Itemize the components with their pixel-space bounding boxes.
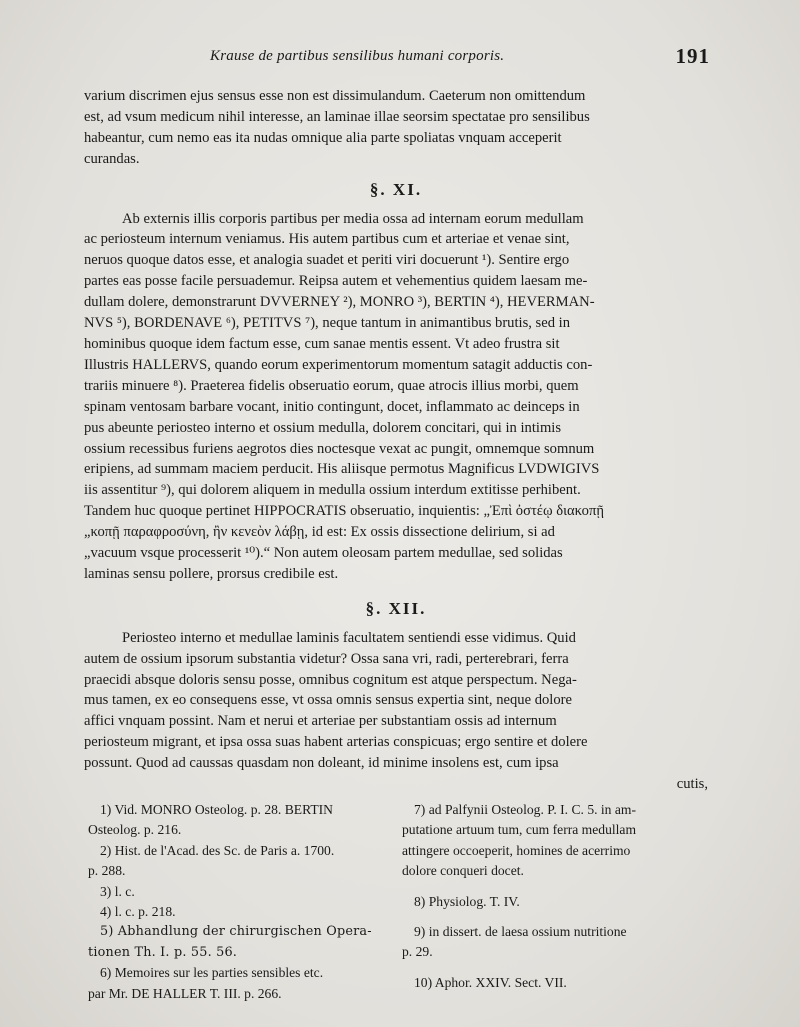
footnote-line: dolore conqueri docet. (402, 863, 524, 879)
text-line: Tandem huc quoque pertinet HIPPOCRATIS obseruatio, inquientis: „Ἐπὶ ὀστέῳ διακοπῇ (84, 503, 604, 520)
text-line: spinam ventosam barbare vocant, initio contingunt, docet, inflammato ac deinceps in (84, 398, 580, 415)
intro-paragraph (84, 86, 708, 170)
text-line: curandas. (84, 150, 140, 167)
text-line: Illustris HALLERVS, quando eorum experimentorum momentum satagit adductis con- (84, 356, 593, 373)
section-heading-xii: §. XII. (365, 598, 427, 618)
text-line: Periosteo interno et medullae laminis facultatem sentiendi esse vidimus. Quid (122, 629, 576, 646)
text-line: hominibus quoque idem factum esse, cum sanae mentis essent. Vt adeo frustra sit (84, 335, 560, 352)
text-line: eripiens, ad summam maciem perducit. His aliisque permotus Magnificus LVDWIGIVS (84, 461, 600, 478)
text-line: dullam dolere, demonstrarunt DVVERNEY ²), MONRO ³), BERTIN ⁴), HEVERMAN- (84, 294, 595, 311)
footnote-line: attingere occoeperit, homines de acerrimo (402, 842, 631, 858)
text-line: trariis minuere ⁸). Praeterea fidelis obseruatio eorum, quae atrocis illius morbi, quem (84, 377, 579, 394)
footnote-line: 1) Vid. MONRO Osteolog. p. 28. BERTIN (100, 802, 333, 817)
footnote-line: 10) Aphor. XXIV. Sect. VII. (414, 974, 567, 990)
running-head-title: Krause de partibus sensilibus humani corporis. (210, 48, 505, 64)
footnote-line: 7) ad Palfynii Osteolog. P. I. C. 5. in am- (414, 802, 637, 817)
text-line: est, ad vsum medicum nihil interesse, an laminae illae seorsim spectatae pro sensilibus (84, 108, 590, 125)
footnote-line: putatione artuum tum, cum ferra medullam (402, 822, 637, 838)
running-head (80, 44, 710, 72)
footnote-line: 5) Abhandlung der chirurgischen Opera- (100, 924, 372, 940)
page-number: 191 (675, 44, 710, 68)
footnote-line: 2) Hist. de l'Acad. des Sc. de Paris a. 1700. (100, 842, 335, 858)
footnote-line: par Mr. DE HALLER T. III. p. 266. (88, 985, 282, 1001)
main-text (84, 86, 708, 795)
footnote-line: Osteolog. p. 216. (88, 822, 182, 838)
footnotes-left-column (88, 800, 388, 1004)
text-line: laminas sensu pollere, prorsus credibile est. (84, 565, 339, 582)
footnotes-right-column (402, 800, 708, 993)
text-line: affici vnquam possint. Nam et nerui et arteriae per substantiam ossis ad internum (84, 713, 557, 730)
section-xi-paragraph (84, 209, 708, 585)
footnote-line: 6) Memoires sur les parties sensibles etc. (100, 965, 324, 981)
text-line: praecidi absque doloris sensu posse, omnibus cognitum est atque perspectum. Nega- (84, 671, 577, 688)
footnote-line: p. 29. (402, 944, 433, 960)
section-xii-paragraph (84, 628, 708, 795)
text-line: autem de ossium ipsorum substantia videtur? Ossa sana vri, radi, perterebrari, ferra (84, 650, 569, 667)
text-line: habeantur, cum nemo eas ita nudas omnique alia parte spoliatas vnquam acceperit (84, 129, 562, 146)
text-line: varium discrimen ejus sensus esse non est dissimulandum. Caeterum non omittendum (84, 88, 586, 104)
footnote-line: 9) in dissert. de laesa ossium nutritione (414, 924, 627, 940)
text-line: ac periosteum internum veniamus. His autem partibus cum et arteriae et venae sint, (84, 231, 570, 248)
text-line: iis assentitur ⁹), qui dolorem aliquem in medulla ossium interdum extitisse perhibent. (84, 482, 581, 499)
text-line: periosteum migrant, et ipsa ossa suas habent arterias conspicuas; ergo sentire et dolere (84, 734, 588, 751)
catchword: cutis, (676, 776, 708, 793)
text-line: ossium recessibus furiens aegrotos dies noctesque vexat ac pungit, omnemque somnum (84, 440, 595, 457)
text-line: „vacuum vsque processerit ¹⁰).“ Non autem oleosam partem medullae, sed solidas (84, 545, 563, 562)
footnote-line: 3) l. c. (100, 883, 135, 899)
text-line: NVS ⁵), BORDENAVE ⁶), PETITVS ⁷), neque tantum in animantibus brutis, sed in (84, 315, 571, 332)
text-line: pus abeunte periosteo interno et ossium medulla, dolorem concitari, qui in intimis (84, 419, 562, 436)
footnote-line: 8) Physiolog. T. IV. (414, 893, 520, 909)
footnote-line: 4) l. c. p. 218. (100, 904, 176, 920)
text-line: partes eas posse facile persuademur. Reipsa autem et vehementius quidem laesam me- (84, 273, 588, 290)
text-line: neruos quoque datos esse, et analogia suadet et periti viri docuerunt ¹). Sentire ergo (84, 252, 570, 269)
text-line: „κοπῇ παραφροσύνη, ἢν κενεὸν λάβῃ, id est: Ex ossis dissectione delirium, si ad (84, 524, 555, 541)
text-line: mus tamen, ex eo consequens esse, vt ossa omnis sensus expertia sint, neque dolore (84, 692, 572, 709)
text-line: possunt. Quod ad caussas quasdam non doleant, id minime insolens est, cum ipsa (84, 755, 559, 772)
section-heading-xi: §. XI. (369, 179, 423, 199)
footnote-line: tionen Th. I. p. 55. 56. (88, 944, 238, 960)
text-line: Ab externis illis corporis partibus per media ossa ad internam eorum medullam (122, 210, 584, 227)
footnote-line: p. 288. (88, 863, 126, 879)
